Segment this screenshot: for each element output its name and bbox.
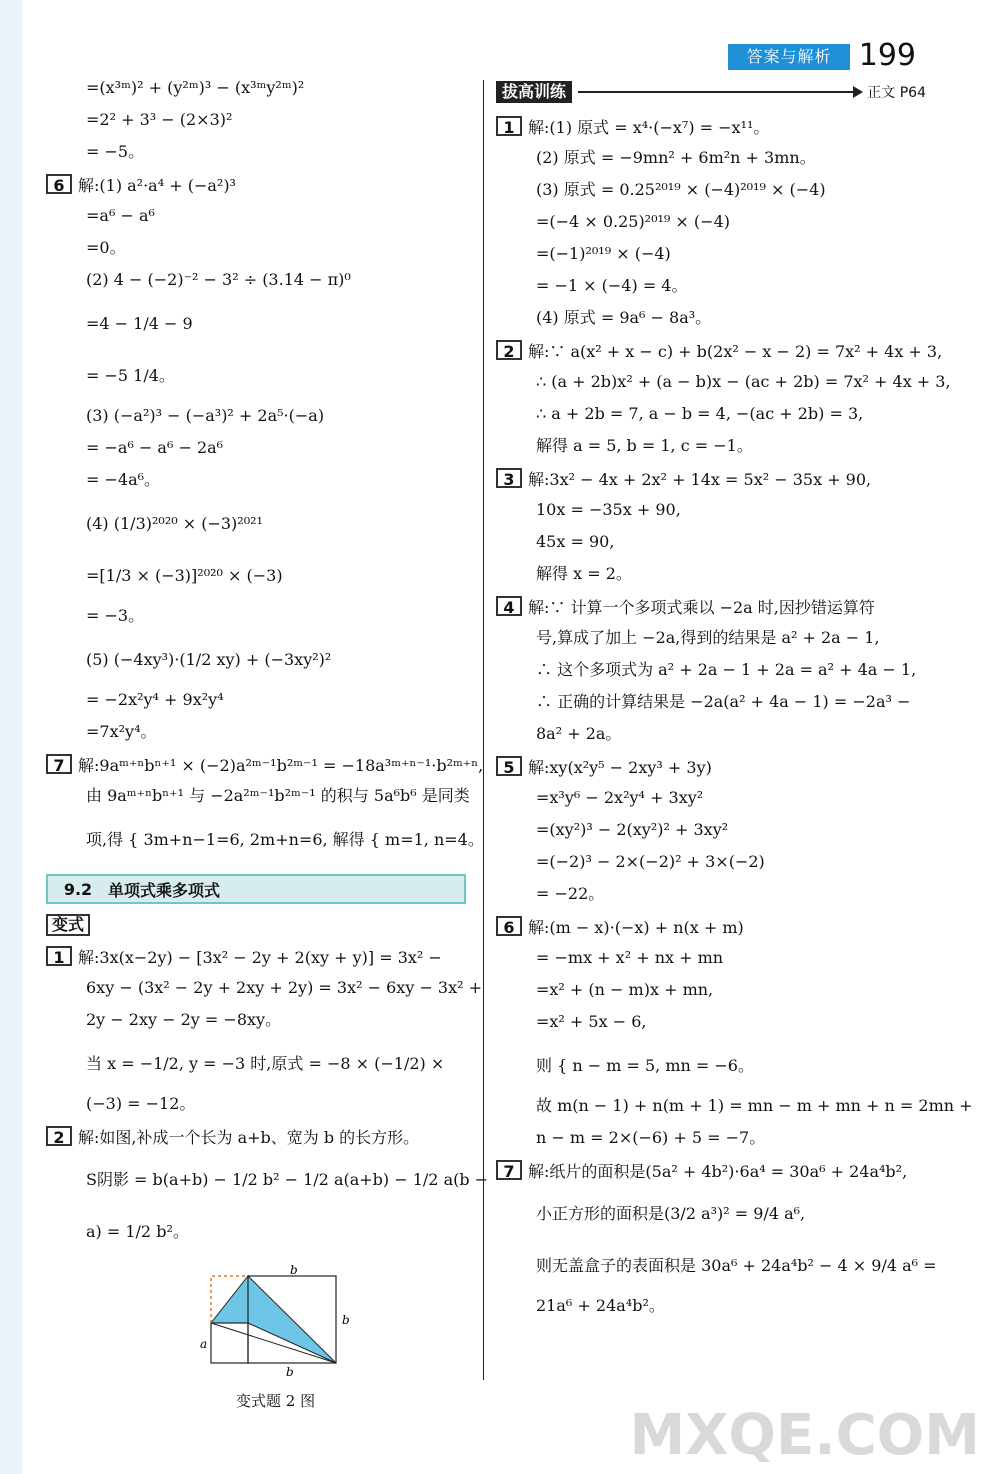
text-line: 解:(m − x)·(−x) + n(x + m): [528, 918, 744, 937]
variant-figure: [200, 1263, 466, 1382]
text-line: 故 m(n − 1) + n(m + 1) = mn − m + mn + n = 2mn +: [536, 1096, 973, 1115]
text-line: = −a⁶ − a⁶ − 2a⁶: [86, 438, 224, 457]
text-line: S阴影 = b(a+b) − 1/2 b² − 1/2 a(a+b) − 1/2 a(b −: [86, 1170, 489, 1189]
question-3: [496, 468, 926, 500]
text-line: 解得 a = 5, b = 1, c = −1。: [536, 436, 753, 455]
question-number: 7: [46, 754, 72, 774]
text-line: 解:3x² − 4x + 2x² + 14x = 5x² − 35x + 90,: [528, 470, 872, 489]
text-line: =(−2)³ − 2×(−2)² + 3×(−2): [536, 852, 765, 871]
text-line: 号,算成了加上 −2a,得到的结果是 a² + 2a − 1,: [536, 628, 880, 647]
question-number: 4: [496, 596, 522, 616]
question-6: [46, 174, 466, 206]
question-number: 1: [496, 116, 522, 136]
text-line: (2) 4 − (−2)⁻² − 3² ÷ (3.14 − π)⁰: [86, 270, 351, 289]
text-line: =x² + (n − m)x + mn,: [536, 980, 714, 999]
text-line: = −1 × (−4) = 4。: [536, 276, 688, 295]
question-6: [496, 916, 926, 948]
label-left: a: [200, 1337, 208, 1351]
text-line: 21a⁶ + 24a⁴b²。: [536, 1296, 665, 1315]
variant-question-1: [46, 946, 466, 978]
question-number: 6: [46, 174, 72, 194]
text-line: = −5 1/4。: [86, 366, 175, 385]
text-line: 6xy − (3x² − 2y + 2xy + 2y) = 3x² − 6xy − 3x² +: [86, 978, 483, 997]
text-line: ∴ (a + 2b)x² + (a − b)x − (ac + 2b) = 7x² + 4x + 3,: [536, 372, 951, 391]
label-bottom: b: [286, 1365, 294, 1379]
section-title: 单项式乘多项式: [108, 880, 221, 900]
text-line: 小正方形的面积是(3/2 a³)² = 9/4 a⁶,: [536, 1204, 806, 1223]
text-line: =0。: [86, 238, 126, 257]
text-line: 解:(1) a²·a⁴ + (−a²)³: [78, 176, 236, 195]
text-line: ∴ a + 2b = 7, a − b = 4, −(ac + 2b) = 3,: [536, 404, 864, 423]
text-line: = −mx + x² + nx + mn: [536, 948, 724, 967]
text-line: =(−4 × 0.25)²⁰¹⁹ × (−4): [536, 212, 730, 231]
text-line: =7x²y⁴。: [86, 722, 157, 741]
text-line: (4) (1/3)²⁰²⁰ × (−3)²⁰²¹: [86, 514, 263, 533]
text-line: = −4a⁶。: [86, 470, 161, 489]
question-number: 1: [46, 946, 72, 966]
variant-tag: 变式: [46, 914, 90, 936]
text-line: 解:xy(x²y⁵ − 2xy³ + 3y): [528, 758, 712, 777]
text-line: 则无盖盒子的表面积是 30a⁶ + 24a⁴b² − 4 × 9/4 a⁶ =: [536, 1256, 937, 1275]
text-line: 解:纸片的面积是(5a² + 4b²)·6a⁴ = 30a⁶ + 24a⁴b²,: [528, 1162, 908, 1181]
practice-header: [496, 78, 926, 106]
text-line: 项,得 { 3m+n−1=6, 2m+n=6, 解得 { m=1, n=4。: [86, 830, 484, 849]
text-line: 45x = 90,: [536, 532, 615, 551]
text-line: 8a² + 2a。: [536, 724, 622, 743]
text-line: =[1/3 × (−3)]²⁰²⁰ × (−3): [86, 566, 283, 585]
text-line: = −5。: [86, 142, 145, 161]
text-line: =x² + 5x − 6,: [536, 1012, 647, 1031]
page-number: 199: [858, 38, 916, 73]
watermark-logo: MXQE.COM: [629, 1403, 980, 1468]
figure-caption: 变式题 2 图: [236, 1392, 316, 1410]
text-line: 解:如图,补成一个长为 a+b、宽为 b 的长方形。: [78, 1128, 420, 1147]
section-header: [46, 874, 466, 904]
text-line: =2² + 3³ − (2×3)²: [86, 110, 233, 129]
question-number: 5: [496, 756, 522, 776]
question-4: [496, 596, 926, 628]
question-5: [496, 756, 926, 788]
text-line: = −2x²y⁴ + 9x²y⁴: [86, 690, 224, 709]
text-line: 解:∵ 计算一个多项式乘以 −2a 时,因抄错运算符: [528, 598, 875, 617]
question-number: 3: [496, 468, 522, 488]
text-line: (2) 原式 = −9mn² + 6m²n + 3mn。: [536, 148, 816, 167]
text-line: (3) (−a²)³ − (−a³)² + 2a⁵·(−a): [86, 406, 325, 425]
page-reference: 正文 P64: [867, 85, 926, 101]
practice-tag: 拔高训练: [496, 81, 572, 103]
section-label-banner: 答案与解析: [728, 44, 850, 70]
text-line: 解:∵ a(x² + x − c) + b(2x² − x − 2) = 7x² + 4x + 3,: [528, 342, 943, 361]
question-1: [496, 116, 926, 148]
text-line: =(x³ᵐ)² + (y²ᵐ)³ − (x³ᵐy²ᵐ)²: [86, 78, 305, 97]
text-line: 解:9aᵐ⁺ⁿbⁿ⁺¹ × (−2)a²ᵐ⁻¹b²ᵐ⁻¹ = −18a³ᵐ⁺ⁿ⁻¹·b²ᵐ⁺ⁿ,: [78, 756, 484, 775]
shaded-region: [248, 1276, 336, 1363]
text-line: 解:(1) 原式 = x⁴·(−x⁷) = −x¹¹。: [528, 118, 770, 137]
text-line: =4 − 1/4 − 9: [86, 314, 193, 333]
text-line: 则 { n − m = 5, mn = −6。: [536, 1056, 754, 1075]
label-right: b: [342, 1313, 350, 1327]
text-line: a) = 1/2 b²。: [86, 1222, 189, 1241]
section-number: 9.2: [63, 879, 93, 899]
text-line: (−3) = −12。: [86, 1094, 196, 1113]
text-line: (5) (−4xy³)·(1/2 xy) + (−3xy²)²: [86, 650, 332, 669]
right-column: [496, 78, 973, 1328]
question-7: [496, 1160, 926, 1192]
text-line: 解得 x = 2。: [536, 564, 632, 583]
shaded-region: [211, 1276, 248, 1323]
text-line: =a⁶ − a⁶: [86, 206, 155, 225]
text-line: (3) 原式 = 0.25²⁰¹⁹ × (−4)²⁰¹⁹ × (−4): [536, 180, 826, 199]
text-line: = −3。: [86, 606, 145, 625]
text-line: ∴ 这个多项式为 a² + 2a − 1 + 2a = a² + 4a − 1,: [536, 660, 917, 679]
text-line: = −22。: [536, 884, 605, 903]
text-line: 当 x = −1/2, y = −3 时,原式 = −8 × (−1/2) ×: [86, 1054, 445, 1073]
geometry-diagram: [200, 1263, 356, 1379]
question-number: 2: [496, 340, 522, 360]
text-line: =x³y⁶ − 2x²y⁴ + 3xy²: [536, 788, 704, 807]
text-line: 解:3x(x−2y) − [3x² − 2y + 2(xy + y)] = 3x² −: [78, 948, 442, 967]
question-7: [46, 754, 484, 786]
text-line: (4) 原式 = 9a⁶ − 8a³。: [536, 308, 712, 327]
left-margin-band: [0, 0, 22, 1474]
question-number: 7: [496, 1160, 522, 1180]
text-line: =(xy²)³ − 2(xy²)² + 3xy²: [536, 820, 729, 839]
text-line: =(−1)²⁰¹⁹ × (−4): [536, 244, 671, 263]
question-number: 6: [496, 916, 522, 936]
text-line: ∴ 正确的计算结果是 −2a(a² + 4a − 1) = −2a³ −: [536, 692, 911, 711]
question-2: [496, 340, 943, 372]
text-line: n − m = 2×(−6) + 5 = −7。: [536, 1128, 766, 1147]
left-column: [46, 78, 489, 1411]
text-line: 2y − 2xy − 2y = −8xy。: [86, 1010, 282, 1029]
variant-question-2: [46, 1126, 466, 1158]
arrow-icon: [578, 91, 861, 93]
text-line: 10x = −35x + 90,: [536, 500, 681, 519]
text-line: 由 9aᵐ⁺ⁿbⁿ⁺¹ 与 −2a²ᵐ⁻¹b²ᵐ⁻¹ 的积与 5a⁶b⁶ 是同类: [86, 786, 470, 805]
question-number: 2: [46, 1126, 72, 1146]
label-top: b: [290, 1263, 298, 1277]
